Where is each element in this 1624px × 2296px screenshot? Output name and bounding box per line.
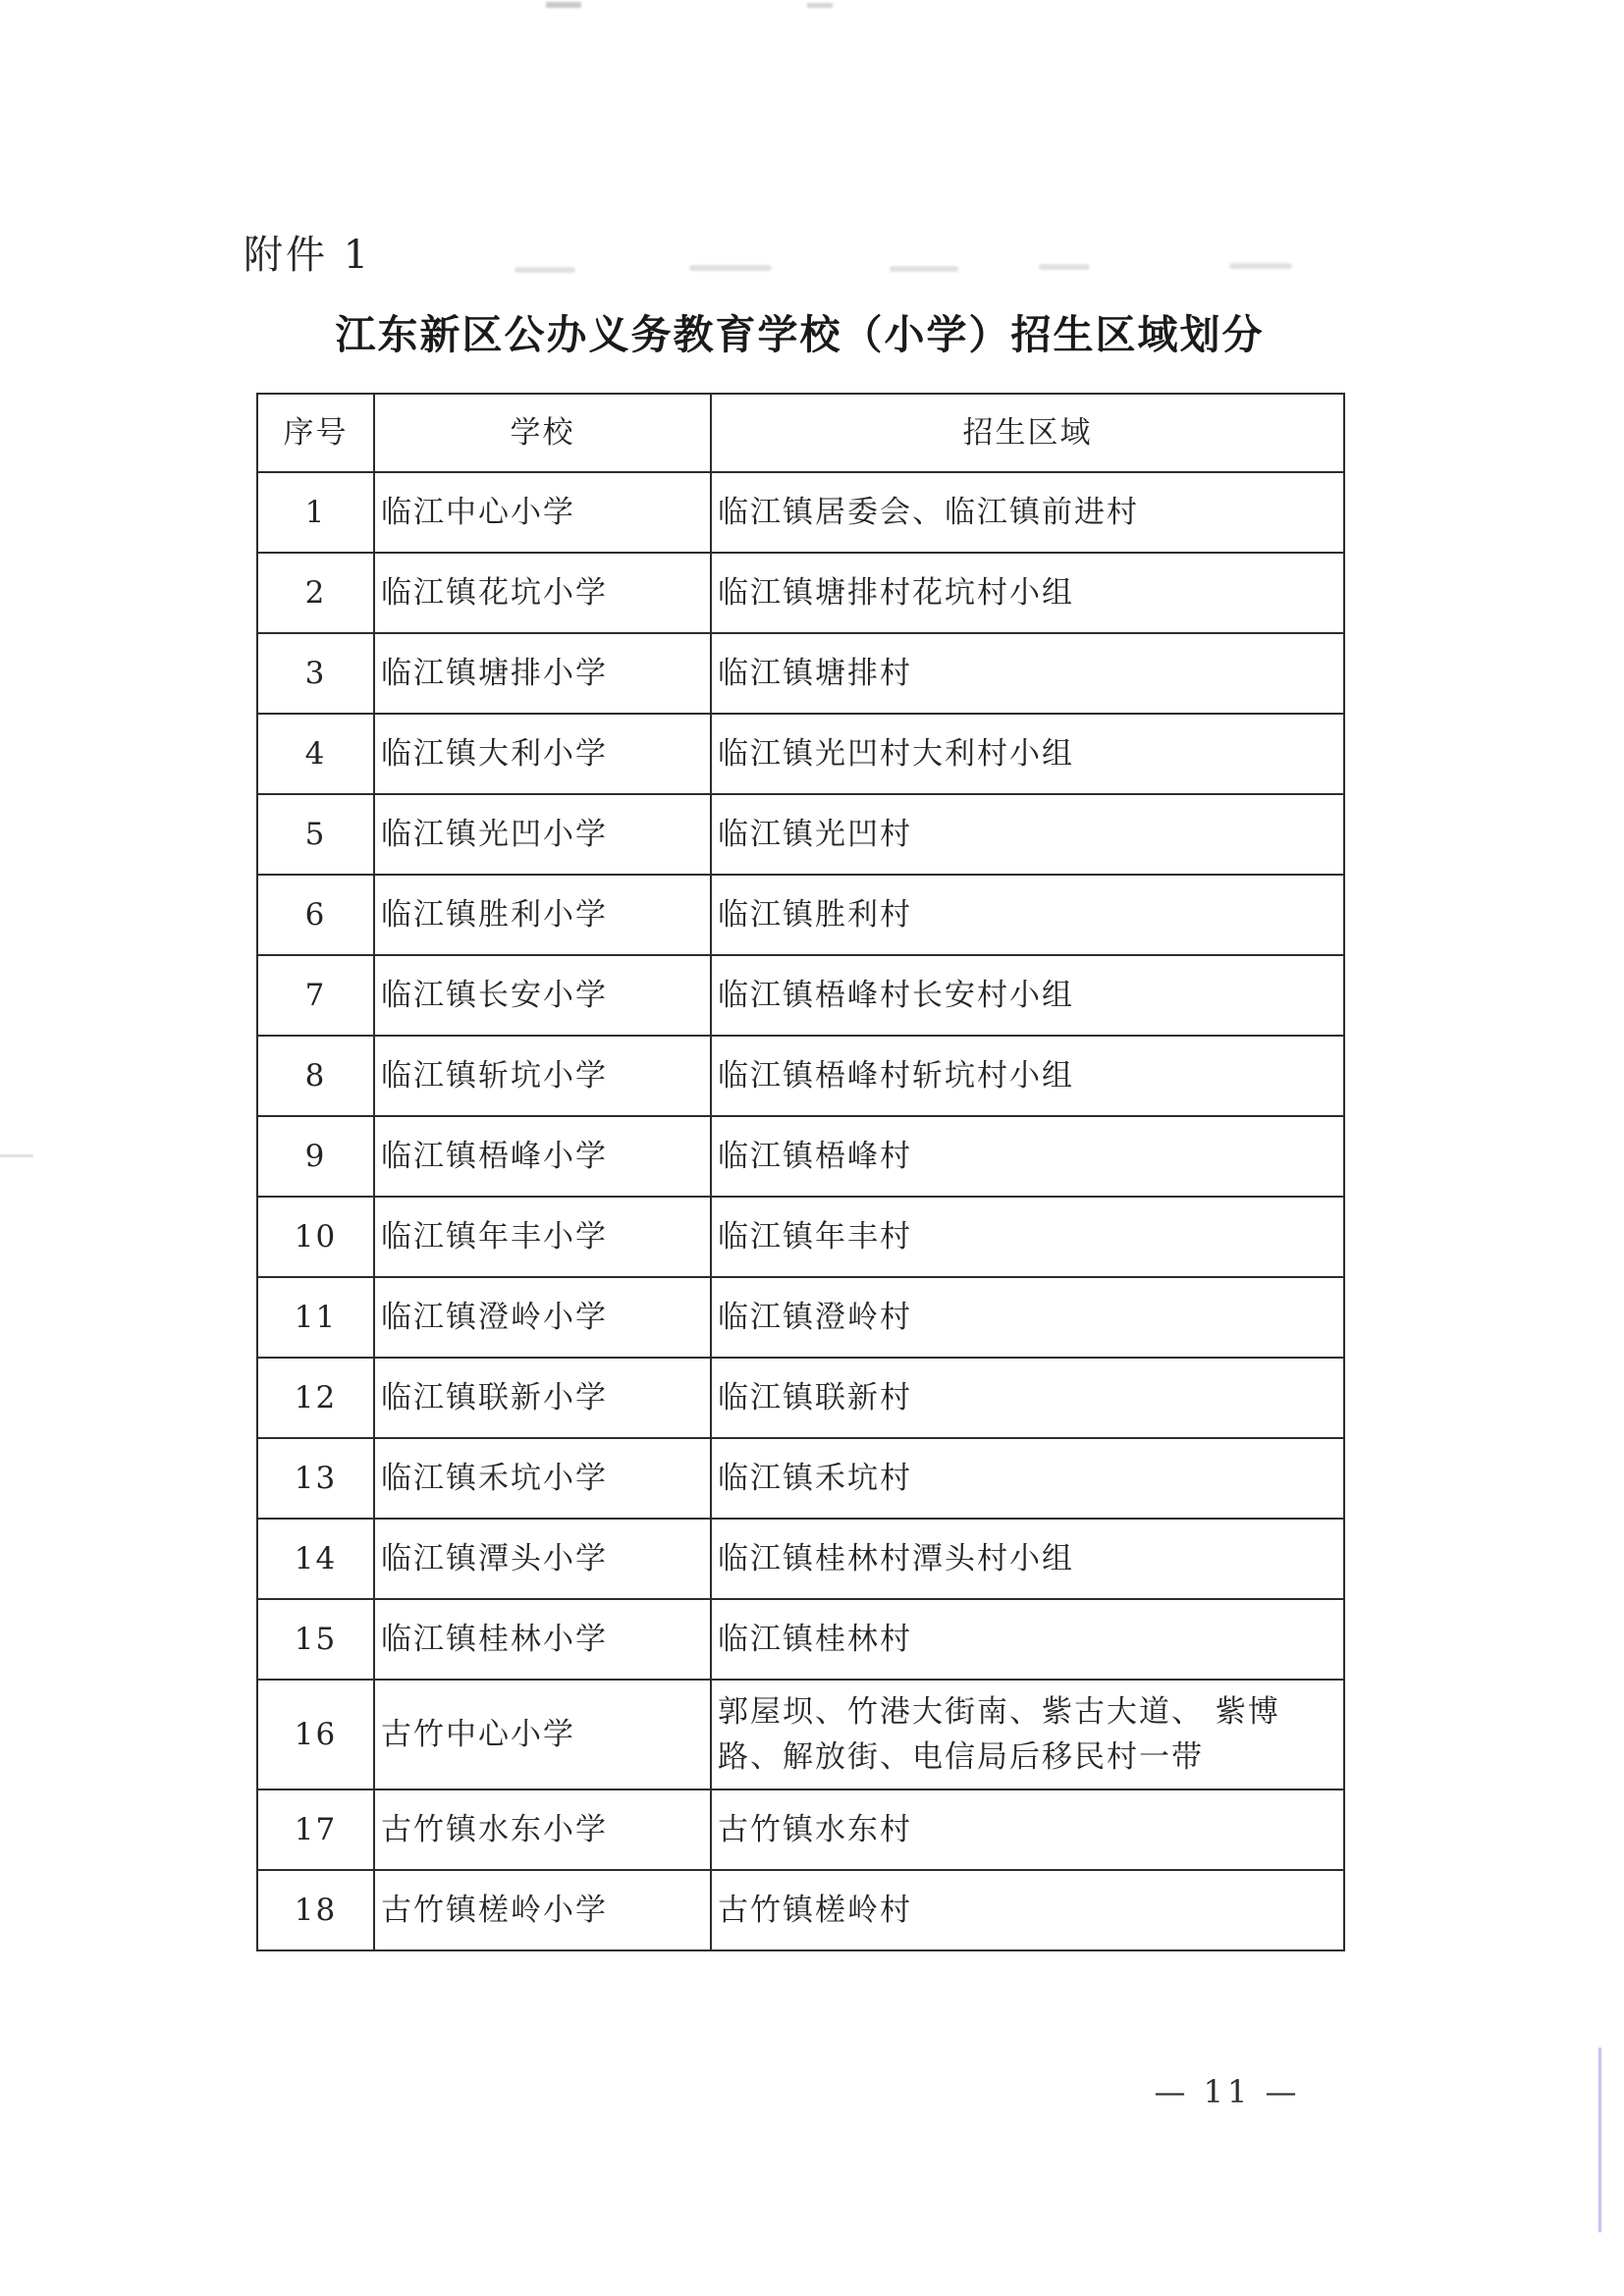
attachment-label: 附件 1	[244, 233, 372, 278]
district-text-cell: 古竹镇水东村	[711, 1789, 1344, 1870]
table-row	[257, 955, 1344, 1036]
table-row	[257, 1197, 1344, 1277]
school-name-cell: 临江镇桂林小学	[374, 1599, 711, 1680]
school-name-cell: 临江镇花坑小学	[374, 553, 711, 633]
table-row	[257, 472, 1344, 553]
school-name-cell: 临江镇联新小学	[374, 1358, 711, 1438]
table-row	[257, 633, 1344, 714]
header-cell-district: 招生区域	[711, 394, 1344, 472]
row-number-cell: 15	[257, 1599, 374, 1680]
district-text-cell: 临江镇桂林村潭头村小组	[711, 1519, 1344, 1599]
header-cell-school: 学校	[374, 394, 711, 472]
scan-smudge	[689, 265, 772, 271]
row-number-cell: 13	[257, 1438, 374, 1519]
school-name-cell: 临江镇大利小学	[374, 714, 711, 794]
district-text-cell: 临江镇居委会、临江镇前进村	[711, 472, 1344, 553]
table-row	[257, 1036, 1344, 1116]
row-number-cell: 5	[257, 794, 374, 875]
table-row	[257, 1519, 1344, 1599]
table-row	[257, 1438, 1344, 1519]
scan-smudge	[1039, 264, 1090, 270]
district-text-cell: 古竹镇槎岭村	[711, 1870, 1344, 1950]
table-row	[257, 1277, 1344, 1358]
table-row	[257, 1599, 1344, 1680]
school-name-cell: 临江镇胜利小学	[374, 875, 711, 955]
school-name-cell: 古竹镇槎岭小学	[374, 1870, 711, 1950]
district-text-cell: 临江镇塘排村	[711, 633, 1344, 714]
district-text-cell: 临江镇梧峰村长安村小组	[711, 955, 1344, 1036]
school-name-cell: 临江镇潭头小学	[374, 1519, 711, 1599]
table-row	[257, 1358, 1344, 1438]
school-name-cell: 临江镇年丰小学	[374, 1197, 711, 1277]
table-row	[257, 794, 1344, 875]
school-name-cell: 古竹中心小学	[374, 1680, 711, 1789]
school-name-cell: 临江中心小学	[374, 472, 711, 553]
district-text-cell: 临江镇澄岭村	[711, 1277, 1344, 1358]
table-row	[257, 1789, 1344, 1870]
page-title: 江东新区公办义务教育学校（小学）招生区域划分	[335, 311, 1265, 358]
row-number-cell: 1	[257, 472, 374, 553]
row-number-cell: 3	[257, 633, 374, 714]
row-number-cell: 4	[257, 714, 374, 794]
school-name-cell: 临江镇光凹小学	[374, 794, 711, 875]
school-name-cell: 临江镇斩坑小学	[374, 1036, 711, 1116]
row-number-cell: 12	[257, 1358, 374, 1438]
enrollment-district-table	[256, 393, 1345, 1951]
scan-smudge	[546, 2, 581, 8]
table-row	[257, 1116, 1344, 1197]
district-text-cell: 临江镇塘排村花坑村小组	[711, 553, 1344, 633]
school-name-cell: 临江镇塘排小学	[374, 633, 711, 714]
row-number-cell: 7	[257, 955, 374, 1036]
row-number-cell: 6	[257, 875, 374, 955]
table-row	[257, 875, 1344, 955]
table-row	[257, 1680, 1344, 1789]
row-number-cell: 16	[257, 1680, 374, 1789]
school-name-cell: 临江镇禾坑小学	[374, 1438, 711, 1519]
district-text-cell: 临江镇桂林村	[711, 1599, 1344, 1680]
row-number-cell: 14	[257, 1519, 374, 1599]
district-text-cell: 临江镇联新村	[711, 1358, 1344, 1438]
scan-smudge	[1229, 263, 1292, 269]
header-cell-no: 序号	[257, 394, 374, 472]
scan-line-artifact	[1598, 2048, 1601, 2232]
district-text-cell: 临江镇年丰村	[711, 1197, 1344, 1277]
table-row	[257, 714, 1344, 794]
row-number-cell: 2	[257, 553, 374, 633]
scan-smudge	[890, 266, 958, 272]
district-text-cell: 临江镇胜利村	[711, 875, 1344, 955]
table-row	[257, 553, 1344, 633]
district-text-cell: 临江镇光凹村	[711, 794, 1344, 875]
row-number-cell: 8	[257, 1036, 374, 1116]
district-text-cell: 临江镇光凹村大利村小组	[711, 714, 1344, 794]
district-text-cell: 临江镇梧峰村斩坑村小组	[711, 1036, 1344, 1116]
row-number-cell: 9	[257, 1116, 374, 1197]
district-text-cell: 临江镇禾坑村	[711, 1438, 1344, 1519]
scan-streak-artifact	[0, 1154, 33, 1157]
school-name-cell: 临江镇梧峰小学	[374, 1116, 711, 1197]
school-name-cell: 古竹镇水东小学	[374, 1789, 711, 1870]
district-text-cell: 临江镇梧峰村	[711, 1116, 1344, 1197]
scan-smudge	[807, 3, 833, 8]
table-body	[257, 472, 1344, 1950]
row-number-cell: 10	[257, 1197, 374, 1277]
row-number-cell: 17	[257, 1789, 374, 1870]
table-header-row	[257, 394, 1344, 472]
district-text-cell: 郭屋坝、竹港大街南、紫古大道、 紫博路、解放街、电信局后移民村一带	[711, 1680, 1344, 1789]
page-number: — 11 —	[1154, 2073, 1301, 2110]
scan-smudge	[514, 267, 575, 273]
school-name-cell: 临江镇长安小学	[374, 955, 711, 1036]
table-row	[257, 1870, 1344, 1950]
row-number-cell: 18	[257, 1870, 374, 1950]
row-number-cell: 11	[257, 1277, 374, 1358]
school-name-cell: 临江镇澄岭小学	[374, 1277, 711, 1358]
